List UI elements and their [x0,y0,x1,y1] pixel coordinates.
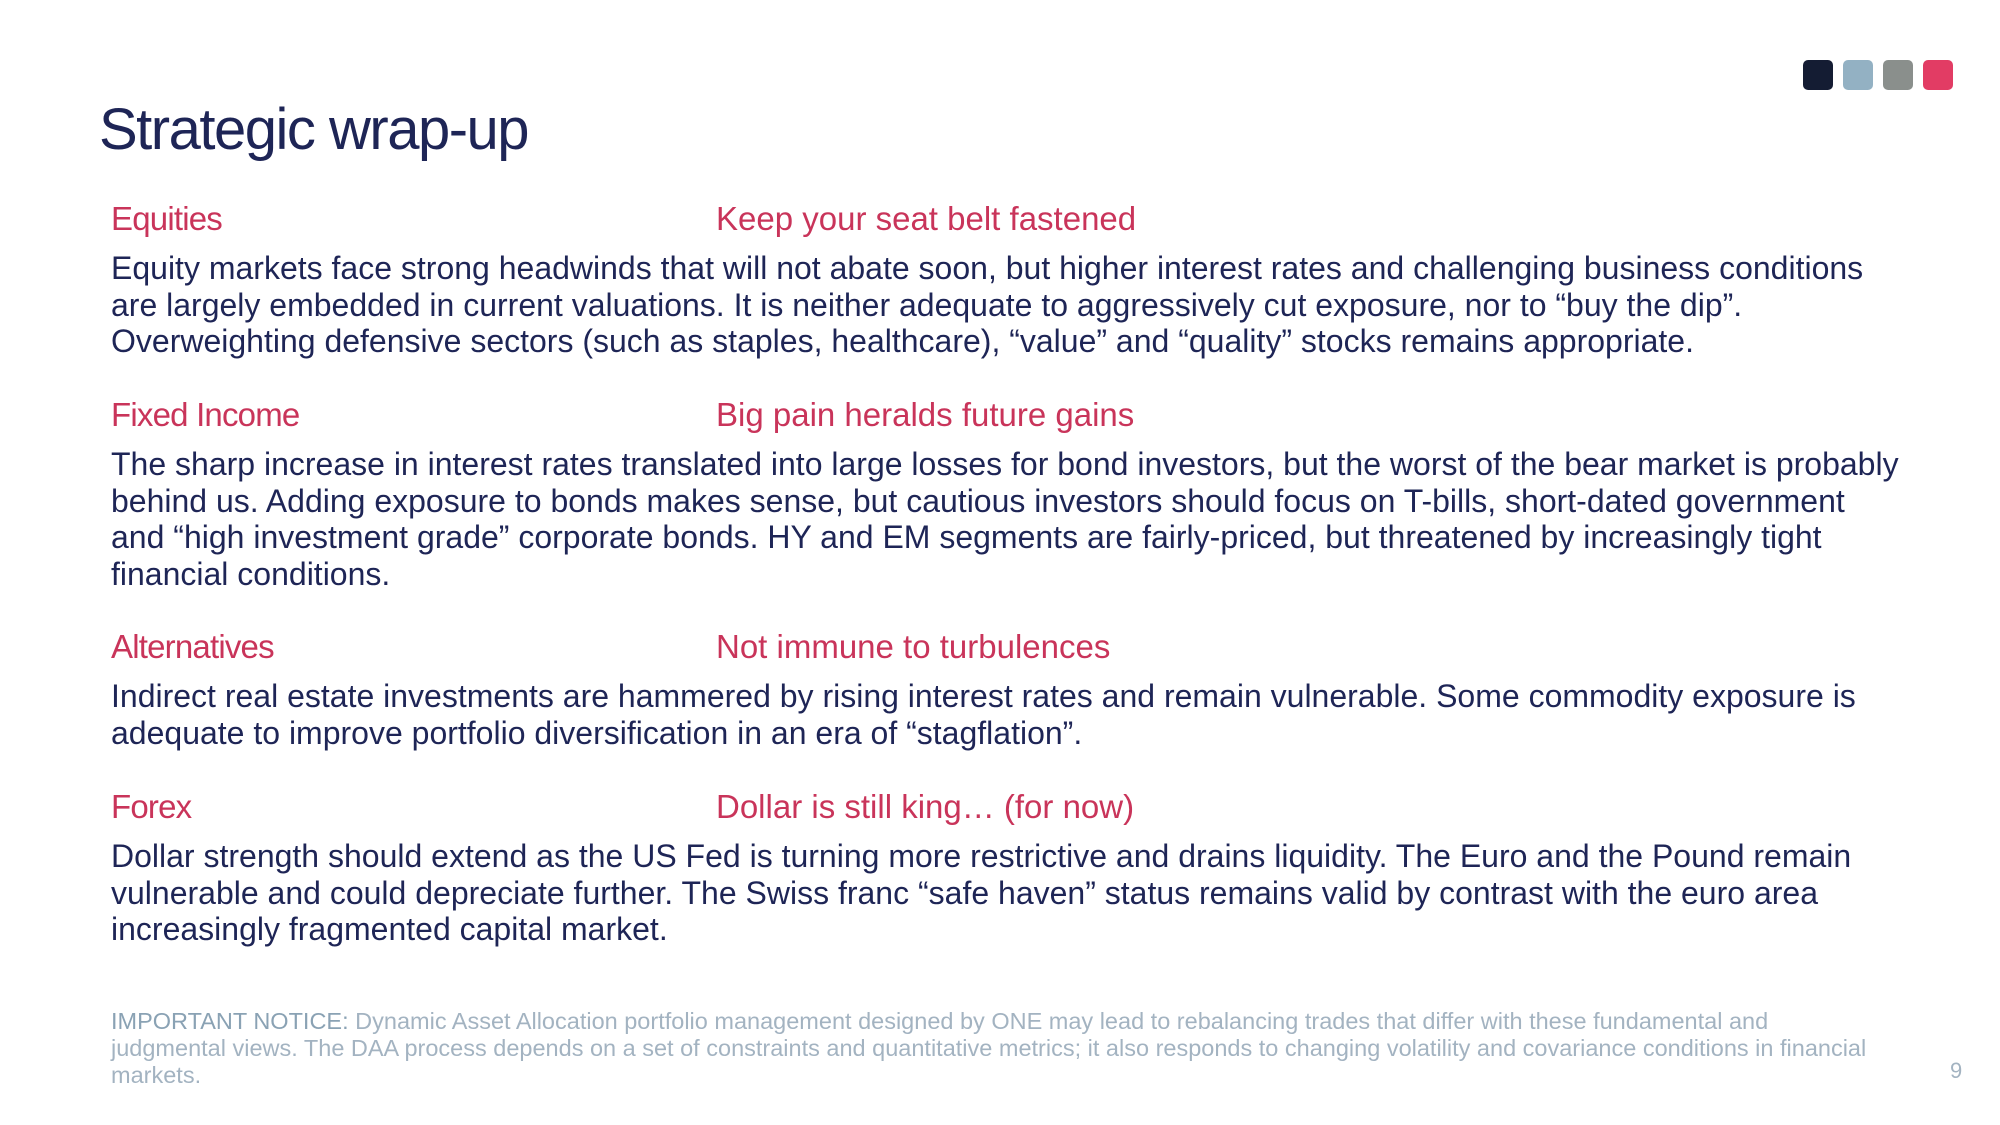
important-notice [111,1008,1871,1089]
section-tagline: Big pain heralds future gains [716,396,1135,433]
color-square-light-blue [1843,60,1873,90]
color-square-gray [1883,60,1913,90]
notice-label: IMPORTANT NOTICE: [111,1008,349,1034]
section-heading [111,396,1901,442]
section-body: Equity markets face strong headwinds that will not abate soon, but higher interest rates and challenging business conditions are largely embedded in current valuations. It is neither adequate to aggressively cut exposure, nor to “buy the dip”. Overweighting defensive sectors (such as staples, healthcare), “value” and “quality” stocks remains appropriate. [111,250,1864,359]
section-heading [111,628,1901,674]
section-equities [111,200,1901,360]
section-body: Dollar strength should extend as the US Fed is turning more restrictive and drains liquidity. The Euro and the Pound remain vulnerable and could depreciate further. The Swiss franc “safe haven” status remains valid by contrast with the euro area increasingly fragmented capital market. [111,838,1852,947]
section-tagline: Keep your seat belt fastened [716,200,1137,237]
section-name: Equities [111,200,223,237]
section-fixed-income [111,396,1901,592]
section-name: Forex [111,788,192,825]
color-square-navy [1803,60,1833,90]
section-heading [111,200,1901,246]
color-square-pink [1923,60,1953,90]
section-name: Fixed Income [111,396,300,433]
section-body: Indirect real estate investments are hammered by rising interest rates and remain vulnerable. Some commodity exposure is adequate to improve portfolio diversification in an era of “stagflation”. [111,678,1856,751]
section-heading [111,788,1901,834]
section-tagline: Dollar is still king… (for now) [716,788,1135,825]
section-name: Alternatives [111,628,274,665]
brand-color-squares [1803,60,1953,90]
section-body: The sharp increase in interest rates translated into large losses for bond investors, but the worst of the bear market is probably behind us. Adding exposure to bonds makes sense, but cautious investors should focus on T-bills, short-dated government and “high investment grade” corporate bonds. HY and EM segments are fairly-priced, but threatened by increasingly tight financial conditions. [111,446,1899,592]
notice-text: Dynamic Asset Allocation portfolio management designed by ONE may lead to rebalancing trades that differ with these fundamental and judgmental views. The DAA process depends on a set of constraints and quantitative metrics; it also responds to changing volatility and covariance conditions in financial markets. [111,1008,1867,1088]
section-tagline: Not immune to turbulences [716,628,1111,665]
section-forex [111,788,1901,948]
page-title: Strategic wrap-up [99,97,529,162]
page-number: 9 [1950,1058,1963,1083]
section-alternatives [111,628,1901,751]
